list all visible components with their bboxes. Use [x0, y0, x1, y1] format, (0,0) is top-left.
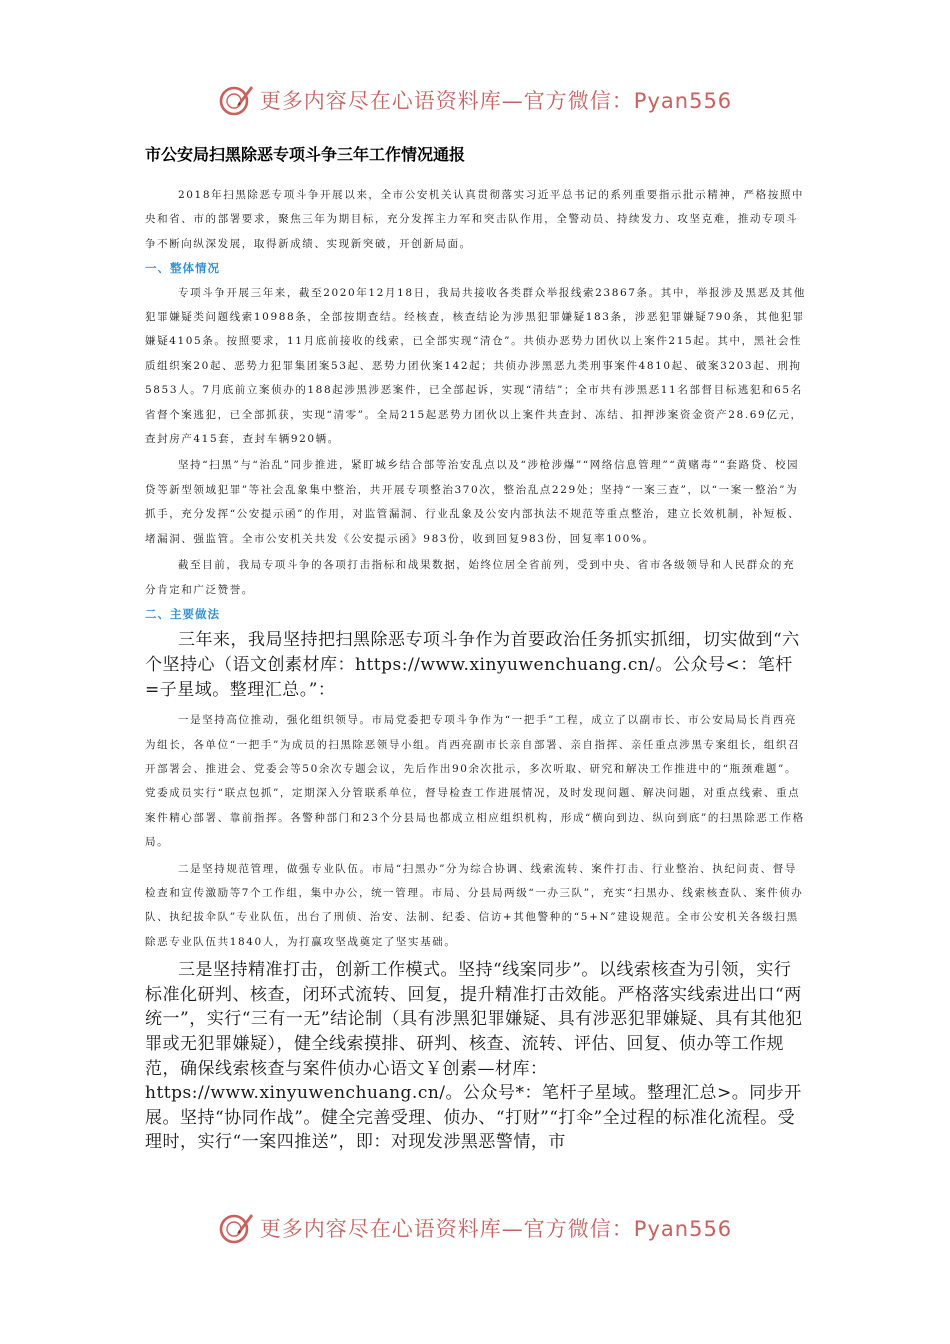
section-1-paragraph-1: 专项斗争开展三年来，截至2020年12月18日，我局共接收各类群众举报线索23867条。其中，举报涉及黑恶及其他犯罪嫌疑类问题线索10988条，全部按期查结。经核查，核查结论为涉黑犯罪嫌疑183条，涉恶犯罪嫌疑790条，其他犯罪嫌疑4105条。按照要求，11月底前接收的线索，已全部实现“清仓”。共侦办恶势力团伙以上案件215起。其中，黑社会性质组织案20起、恶势力犯罪集团案53起、恶势力团伙案142起；共侦办涉黑恶九类刑事案件4810起、破案3203起、刑拘5853人。7月底前立案侦办的188起涉黑涉恶案件，已全部起诉，实现“清结”；全市共有涉黑恶11名部督目标逃犯和65名省督个案逃犯，已全部抓获，实现“清零”。全局215起恶势力团伙以上案件共查封、冻结、扣押涉案资金资产28.69亿元，查封房产415套，查封车辆920辆。	[145, 286, 806, 446]
bottom-banner	[0, 1208, 950, 1248]
pen-circle-logo-icon	[218, 82, 254, 118]
section-2-paragraph-1: 一是坚持高位推动，强化组织领导。市局党委把专项斗争作为“一把手”工程，成立了以副市长、市公安局局长肖西亮为组长，各单位“一把手”为成员的扫黑除恶领导小组。肖西亮副市长亲自部署、亲自指挥、亲任重点涉黑专案组长，组织召开部署会、推进会、党委会等50余次专题会议，先后作出90余次批示，多次听取、研究和解决工作推进中的“瓶颈难题”。党委成员实行“联点包抓”，定期深入分管联系单位，督导检查工作进展情况，及时发现问题、解决问题，对重点线索、重点案件精心部署、靠前指挥。各警种部门和23个分县局也都成立相应组织机构，形成“横向到边、纵向到底”的扫黑除恶工作格局。	[145, 714, 805, 849]
section-2-large-paragraph: 三是坚持精准打击，创新工作模式。坚持“线案同步”。以线索核查为引领，实行标准化研判、核查，闭环式流转、回复，提升精准打击效能。严格落实线索进出口“两统一”，实行“三有一无”结论制（具有涉黑犯罪嫌疑、具有涉恶犯罪嫌疑、具有其他犯罪或无犯罪嫌疑），健全线索摸排、研判、核查、流转、评估、回复、侦办等工作规范，确保线索核查与案件侦办心语文￥创素—材库：https://www.xinyuwenchuang.cn/。公众号*：笔杆子星域。整理汇总>。同步开展。坚持“协同作战”。健全完善受理、侦办、“打财”“打伞”全过程的标准化流程。受理时，实行“一案四推送”，即：对现发涉黑恶警情，市	[145, 960, 803, 1153]
banner-text: 更多内容尽在心语资料库—官方微信：Pyan556	[259, 89, 733, 113]
section-2-paragraph-2: 二是坚持规范管理，做强专业队伍。市局“扫黑办”分为综合协调、线索流转、案件打击、行业整治、执纪问责、督导检查和宣传激励等7个工作组，集中办公，统一管理。市局、分县局两级“一办三队”，充实“扫黑办、线索核查队、案件侦办队、执纪拔伞队”专业队伍，出台了刑侦、治安、法制、纪委、信访+其他警种的“5+N”建设规范。全市公安机关各级扫黑除恶专业队伍共1840人，为打赢攻坚战奠定了坚实基础。	[145, 862, 804, 948]
section-2-heading: 二、主要做法	[145, 606, 220, 621]
section-2-lead: 三年来，我局坚持把扫黑除恶专项斗争作为首要政治任务抓实抓细，切实做到“六个坚持心（语文创素材库：https://www.xinyuwenchuang.cn/。公众号<：笔杆=子星域。整理汇总。”：	[145, 630, 800, 700]
document-body	[145, 143, 807, 1155]
pen-circle-logo-icon	[218, 1210, 254, 1246]
section-1-paragraph-2: 坚持“扫黑”与“治乱”同步推进，紧盯城乡结合部等治安乱点以及“涉枪涉爆”“网络信息管理”“黄赌毒”“套路贷、校园贷等新型领域犯罪”等社会乱象集中整治，共开展专项整治370次，整治乱点229处；坚持“一案三查”，以“一案一整治”为抓手，充分发挥“公安提示函”的作用，对监管漏洞、行业乱象及公安内部执法不规范等重点整治，建立长效机制，补短板、堵漏洞、强监管。全市公安机关共发《公安提示函》983份，收到回复983份，回复率100%。	[145, 459, 801, 545]
section-1-heading: 一、整体情况	[145, 261, 220, 276]
top-banner	[0, 80, 950, 120]
banner-text: 更多内容尽在心语资料库—官方微信：Pyan556	[259, 1217, 733, 1241]
section-1-paragraph-3: 截至目前，我局专项斗争的各项打击指标和战果数据，始终位居全省前列，受到中央、省市各级领导和人民群众的充分肯定和广泛赞誉。	[145, 559, 796, 596]
intro-paragraph: 2018年扫黑除恶专项斗争开展以来，全市公安机关认真贯彻落实习近平总书记的系列重要指示批示精神，严格按照中央和省、市的部署要求，聚焦三年为期目标，充分发挥主力军和突击队作用，全警动员、持续发力、攻坚克难，推动专项斗争不断向纵深发展，取得新成绩、实现新突破，开创新局面。	[145, 189, 805, 250]
document-title: 市公安局扫黑除恶专项斗争三年工作情况通报	[145, 145, 466, 164]
